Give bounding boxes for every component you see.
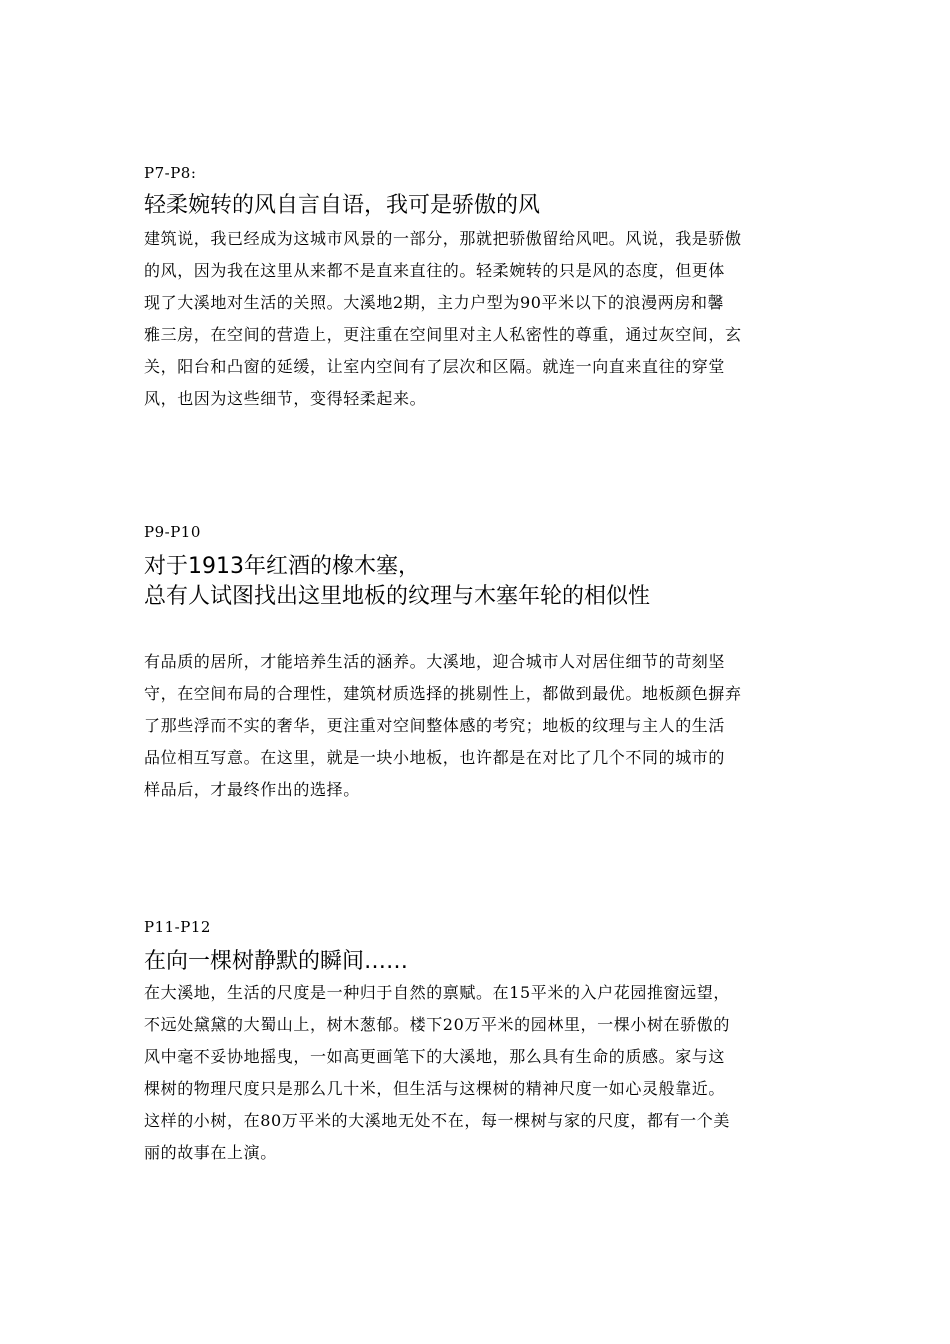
section-heading: [144, 191, 814, 221]
page-range-label: P11-P12: [144, 918, 211, 936]
section-p11-p12: [144, 917, 814, 1169]
body-line: 品位相互写意。在这里，就是一块小地板，也许都是在对比了几个不同的城市的: [144, 748, 726, 767]
body-line: 在大溪地，生活的尺度是一种归于自然的禀赋。在15平米的入户花园推窗远望，: [144, 983, 730, 1002]
section-p9-p10: [144, 522, 814, 806]
body-line: 关，阳台和凸窗的延缓，让室内空间有了层次和区隔。就连一向直来直往的穿堂: [144, 357, 726, 376]
body-line: 不远处黛黛的大蜀山上，树木葱郁。楼下20万平米的园林里，一棵小树在骄傲的: [144, 1015, 730, 1034]
section-body: [144, 646, 814, 806]
body-line: 守，在空间布局的合理性，建筑材质选择的挑剔性上，都做到最优。地板颜色摒弃: [144, 684, 742, 703]
body-line: 的风，因为我在这里从来都不是直来直往的。轻柔婉转的只是风的态度，但更体: [144, 261, 726, 280]
body-line: 丽的故事在上演。: [144, 1143, 277, 1162]
section-p7-p8: [144, 163, 814, 415]
body-line: 样品后，才最终作出的选择。: [144, 780, 360, 799]
section-body: [144, 977, 814, 1169]
body-line: 有品质的居所，才能培养生活的涵养。大溪地，迎合城市人对居住细节的苛刻坚: [144, 652, 726, 671]
section-heading: [144, 552, 814, 612]
body-line: 这样的小树，在80万平米的大溪地无处不在，每一棵树与家的尺度，都有一个美: [144, 1111, 730, 1130]
body-line: 风中毫不妥协地摇曳，一如高更画笔下的大溪地，那么具有生命的质感。家与这: [144, 1047, 726, 1066]
heading-line: 轻柔婉转的风自言自语，我可是骄傲的风: [144, 193, 541, 218]
page-range-label: P9-P10: [144, 523, 201, 541]
heading-line: 对于1913年红酒的橡木塞，: [144, 554, 420, 579]
page-range-label: P7-P8:: [144, 164, 197, 182]
heading-line: 总有人试图找出这里地板的纹理与木塞年轮的相似性: [144, 584, 651, 609]
body-line: 了那些浮而不实的奢华，更注重对空间整体感的考究；地板的纹理与主人的生活: [144, 716, 726, 735]
section-heading: [144, 947, 814, 977]
body-line: 雅三房，在空间的营造上，更注重在空间里对主人私密性的尊重，通过灰空间，玄: [144, 325, 742, 344]
body-line: 风，也因为这些细节，变得轻柔起来。: [144, 389, 427, 408]
body-line: 现了大溪地对生活的关照。大溪地2期，主力户型为90平米以下的浪漫两房和馨: [144, 293, 725, 312]
section-body: [144, 223, 814, 415]
body-line: 建筑说，我已经成为这城市风景的一部分，那就把骄傲留给风吧。风说，我是骄傲: [144, 229, 742, 248]
heading-line: 在向一棵树静默的瞬间……: [144, 949, 409, 974]
body-line: 棵树的物理尺度只是那么几十米，但生活与这棵树的精神尺度一如心灵般靠近。: [144, 1079, 726, 1098]
